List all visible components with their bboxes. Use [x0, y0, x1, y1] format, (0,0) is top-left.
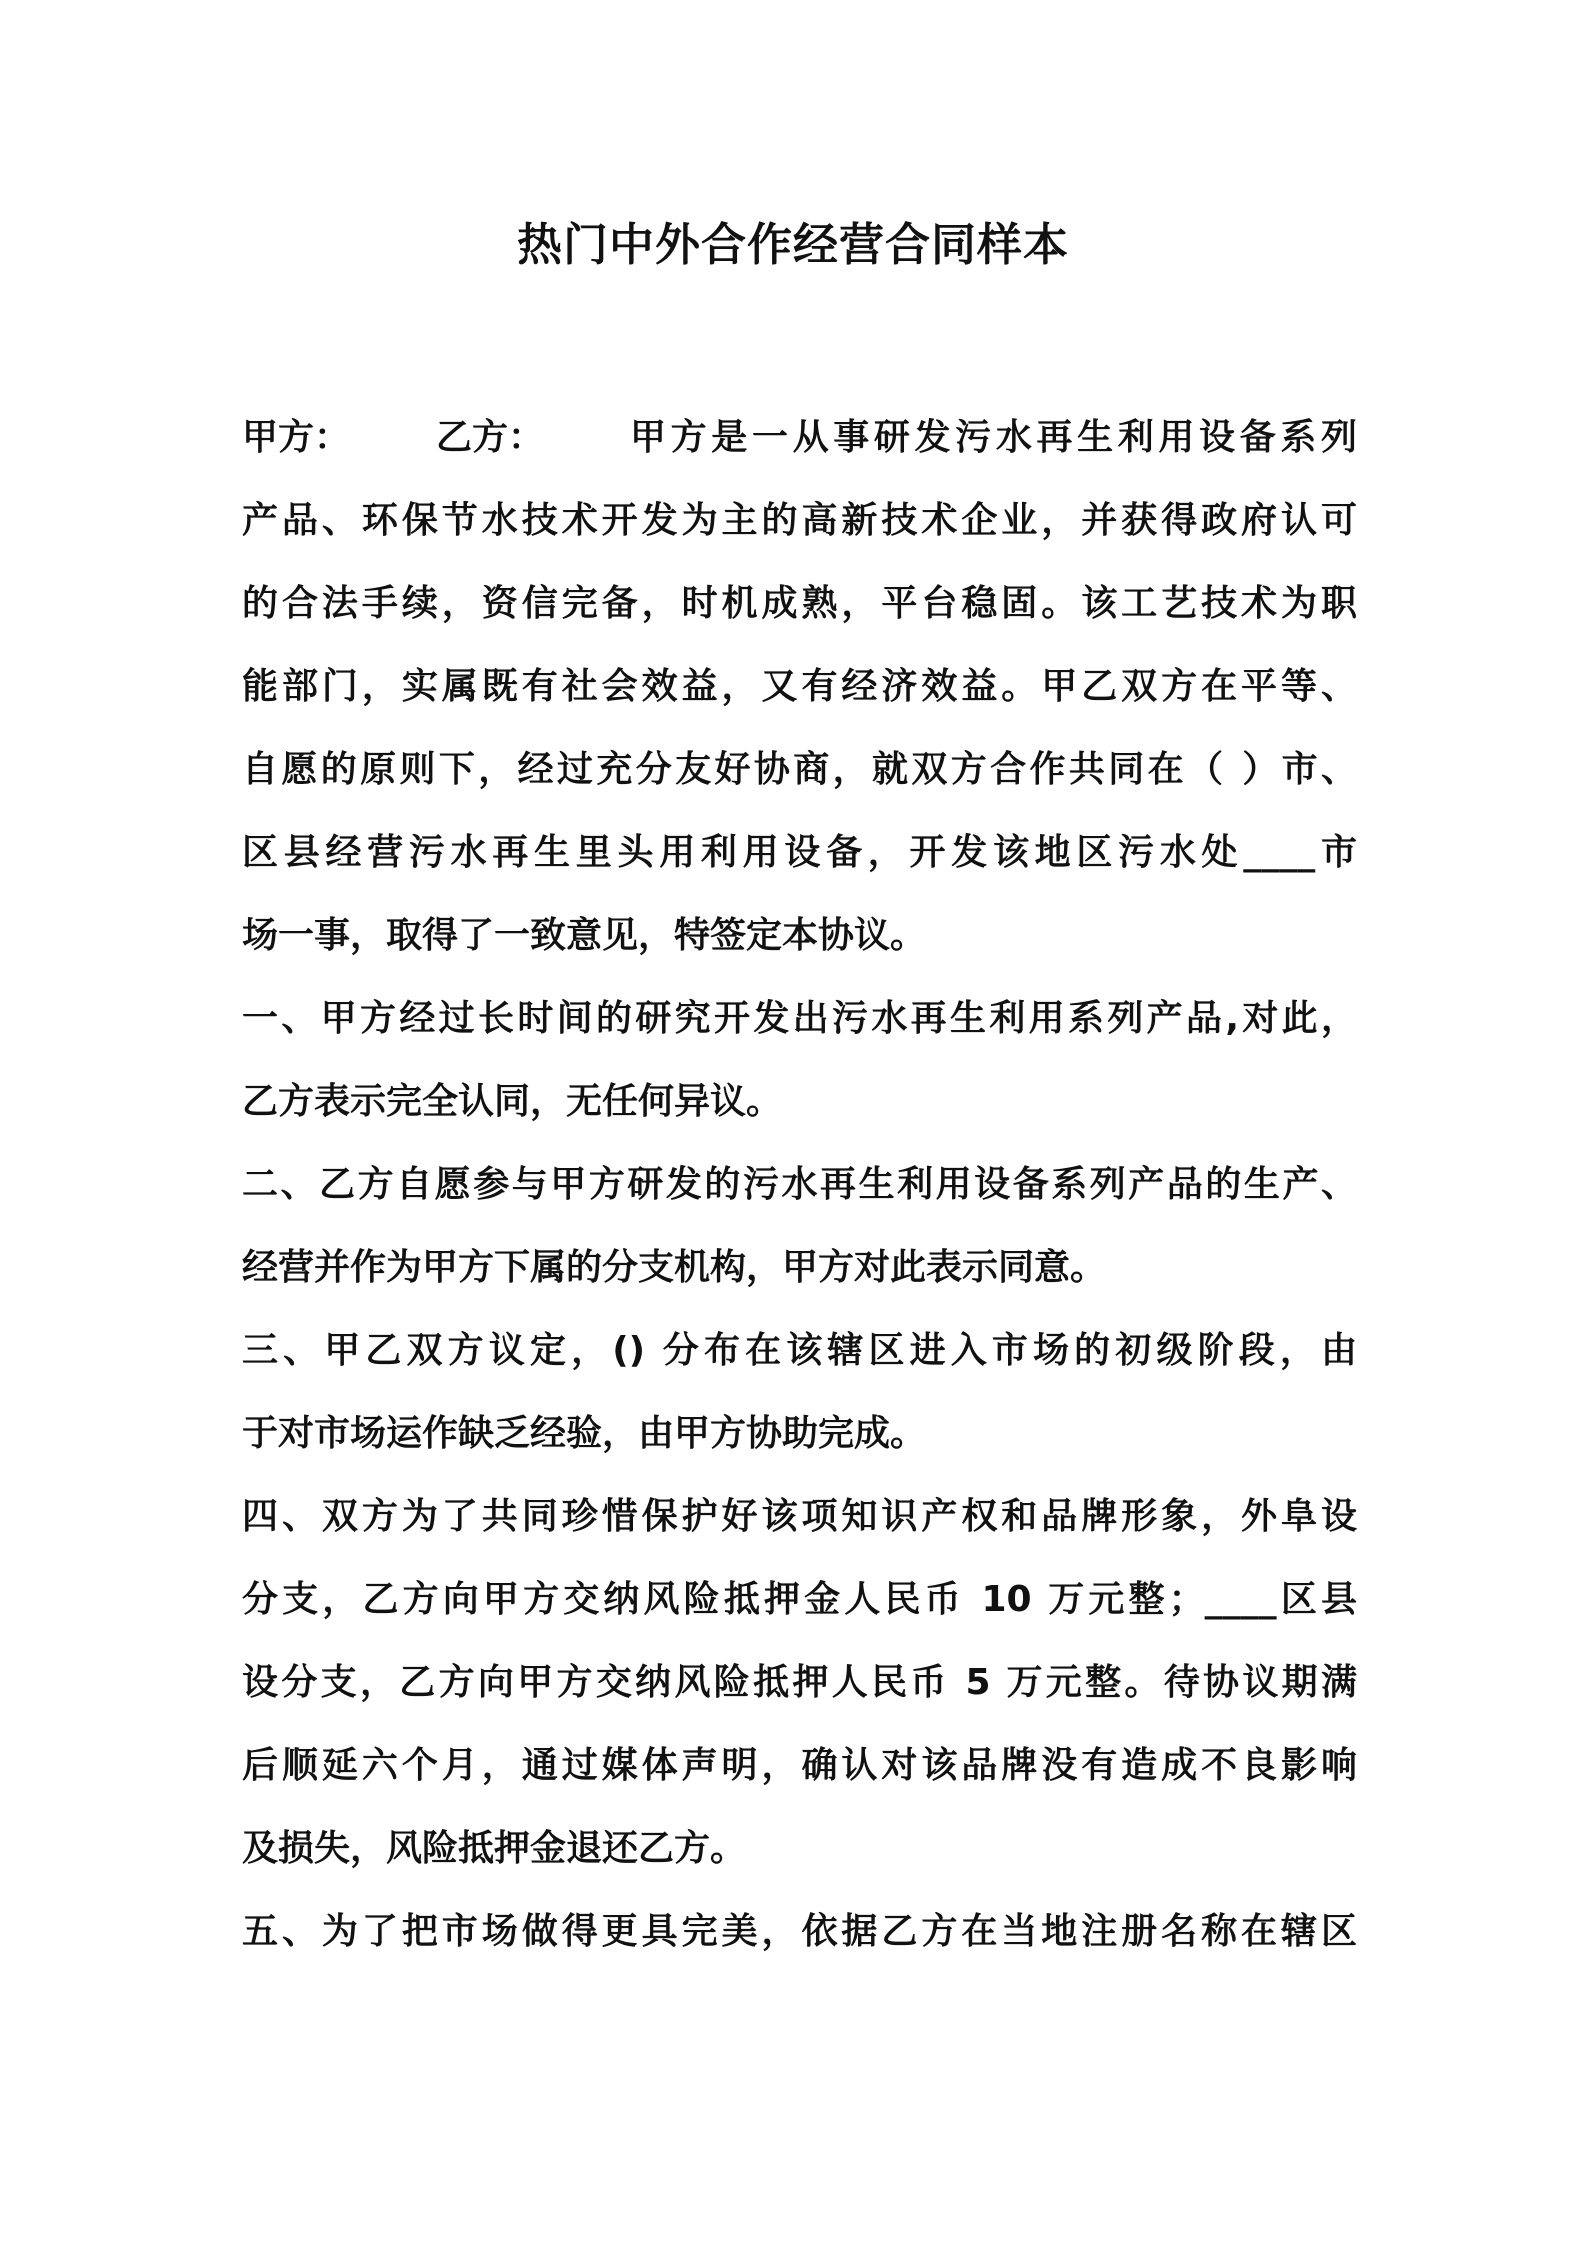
- party-b-label: 乙方：: [436, 417, 545, 458]
- party-a-label: 甲方：: [242, 417, 351, 458]
- paragraph-line: 场一事，取得了一致意见，特签定本协议。: [242, 915, 927, 956]
- clause-4-line: 后顺延六个月，通过媒体声明，确认对该品牌没有造成不良影响: [242, 1745, 1357, 1786]
- clause-3-line: 于对市场运作缺乏经验，由甲方协助完成。: [242, 1413, 927, 1454]
- paragraph-line: 甲方是一从事研发污水再生利用设备系列: [630, 417, 1357, 458]
- party-line: [242, 396, 1357, 479]
- clause-5-line: 五、为了把市场做得更具完美，依据乙方在当地注册名称在辖区: [242, 1911, 1357, 1952]
- paragraph-line: 的合法手续，资信完备，时机成熟，平台稳固。该工艺技术为职: [242, 583, 1357, 624]
- clause-3-line: 三、甲乙双方议定，() 分布在该辖区进入市场的初级阶段，由: [242, 1330, 1357, 1371]
- paragraph-line: 产品、环保节水技术开发为主的高新技术企业，并获得政府认可: [242, 500, 1357, 541]
- document-title: 热门中外合作经营合同样本: [516, 218, 1069, 271]
- clause-4-line: 分支，乙方向甲方交纳风险抵押金人民币 10 万元整；____区县: [242, 1579, 1357, 1620]
- clause-4-line: 及损失，风险抵押金退还乙方。: [242, 1828, 747, 1869]
- contract-body: [242, 396, 1362, 1973]
- clause-1-line: 乙方表示完全认同，无任何异议。: [242, 1081, 783, 1122]
- paragraph-line: 自愿的原则下，经过充分友好协商，就双方合作共同在（ ）市、: [242, 749, 1357, 790]
- clause-4-line: 设分支，乙方向甲方交纳风险抵押人民币 5 万元整。待协议期满: [242, 1662, 1357, 1703]
- clause-2-line: 二、乙方自愿参与甲方研发的污水再生利用设备系列产品的生产、: [242, 1164, 1357, 1205]
- clause-1-line: 一、甲方经过长时间的研究开发出污水再生利用系列产品,对此，: [242, 998, 1357, 1039]
- clause-4-line: 四、双方为了共同珍惜保护好该项知识产权和品牌形象，外阜设: [242, 1496, 1357, 1537]
- paragraph-line: 区县经营污水再生里头用利用设备，开发该地区污水处____市: [242, 832, 1357, 873]
- paragraph-line: 能部门，实属既有社会效益，又有经济效益。甲乙双方在平等、: [242, 666, 1357, 707]
- clause-2-line: 经营并作为甲方下属的分支机构，甲方对此表示同意。: [242, 1247, 1107, 1288]
